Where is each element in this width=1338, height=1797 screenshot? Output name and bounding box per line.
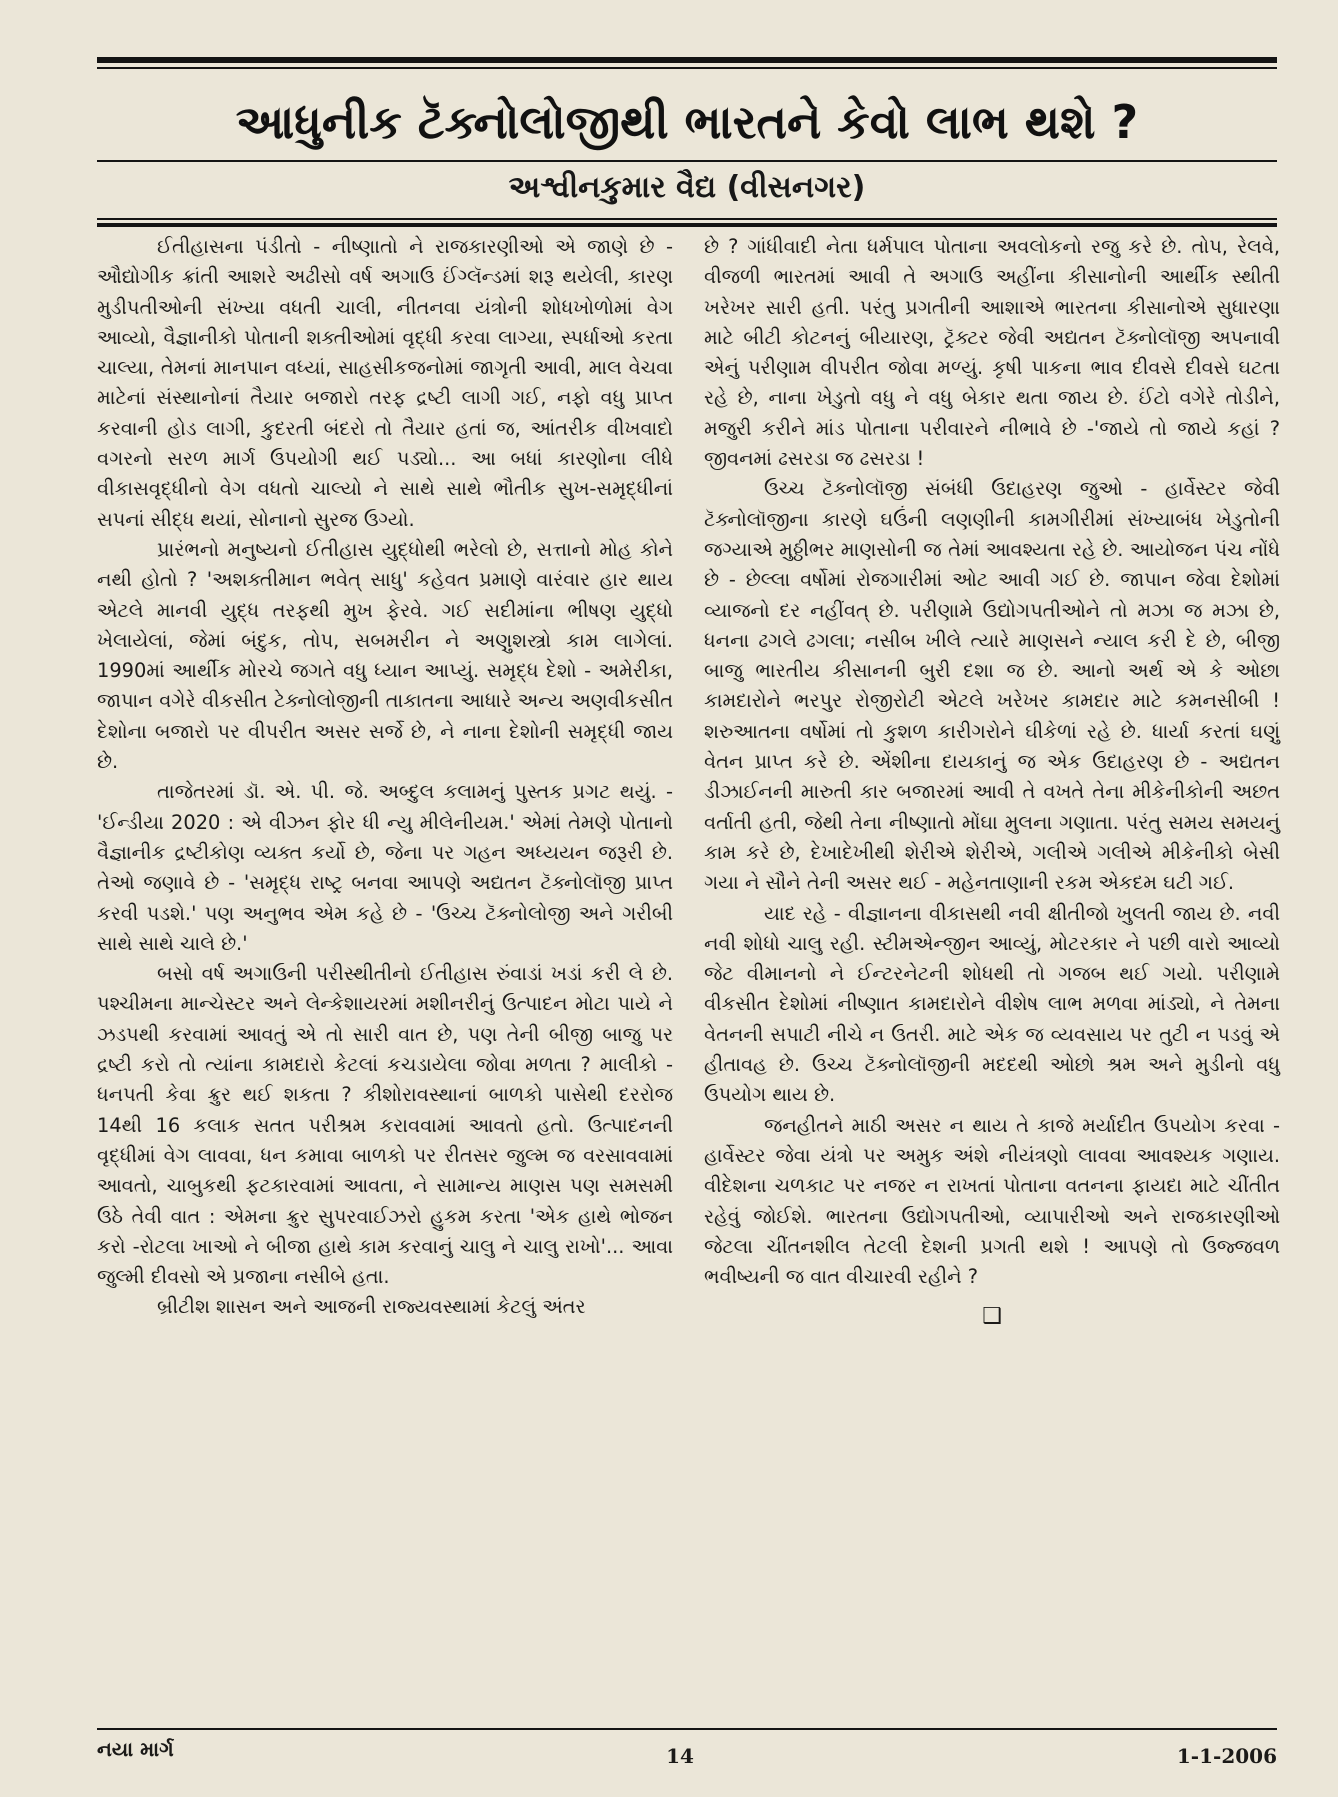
- paragraph-8: જનહીતને માઠી અસર ન થાય તે કાજે મર્યાદીત ઉપયોગ કરવા - હાર્વેસ્ટર જેવા યંત્રો પર અમુક અંશે નીયંત્રણો લાવવા આવશ્યક ગણાય. વીદેશના ચળકાટ પર નજર ન રાખતાં પોતાના વતનના ફાયદા માટે ચીંતીત રહેવું જોઈશે. ભારતના ઉદ્યોગપતીઓ, વ્યાપારીઓ અને રાજકારણીઓ જેટલા ચીંતનશીલ તેટલી દેશની પ્રગતી થશે ! આપણે તો ઉજ્જવળ ભવીષ્યની જ વાત વીચારવી રહીને ?: [704, 1113, 1280, 1289]
- paragraph-3: તાજેતરમાં ડૉ. એ. પી. જે. અબ્દુલ કલામનું પુસ્તક પ્રગટ થયું. - 'ઈન્ડીયા 2020 : એ વીઝન ફોર ધી ન્યુ મીલેનીયમ.' એમાં તેમણે પોતાનો વૈજ્ઞાનીક દ્રષ્ટીકોણ વ્યક્ત કર્યો છે, જેના પર ગહન અધ્યયન જરૂરી છે. તેઓ જણાવે છે - 'સમૃદ્ધ રાષ્ટ્ર બનવા આપણે અદ્યતન ટૅક્નોલૉજી પ્રાપ્ત કરવી પડશે.' પણ અનુભવ એમ કહે છે - 'ઉચ્ચ ટૅક્નોલોજી અને ગરીબી સાથે સાથે ચાલે છે.': [97, 780, 673, 955]
- article-byline: અશ્વીનકુમાર વૈદ્ય (વીસનગર): [508, 170, 866, 205]
- paragraph-1: ઈતીહાસના પંડીતો - નીષ્ણાતો ને રાજકારણીઓ એ જાણે છે - ઔદ્યોગીક ક્રાંતી આશરે અઢીસો વર્ષ અગાઉ ઈંગ્લૅન્ડમાં શરૂ થયેલી, કારણ મુડીપતીઓની સંખ્યા વધતી ચાલી, નીતનવા યંત્રોની શોધખોળોમાં વેગ આવ્યો, વૈજ્ઞાનીકો પોતાની શક્તીઓમાં વૃદ્ધી કરવા લાગ્યા, સ્પર્ધાઓ કરતા ચાલ્યા, તેમનાં માનપાન વધ્યાં, સાહસીકજનોમાં જાગૃતી આવી, માલ વેચવા માટેનાં સંસ્થાનોનાં તૈયાર બજારો તરફ દ્રષ્ટી લાગી ગઈ, નફો વધુ પ્રાપ્ત કરવાની હોડ લાગી, કુદરતી બંદરો તો તૈયાર હતાં જ, આંતરીક વીખવાદો વગરનો સરળ માર્ગ ઉપયોગી થઈ પડ્યો... આ બધાં કારણોના લીધે વીકાસવૃદ્ધીનો વેગ વધતો ચાલ્યો ને સાથે સાથે ભૌતીક સુખ-સમૃદ્ધીનાં સપનાં સીદ્ધ થયાં, સોનાનો સુરજ ઉગ્યો.: [97, 235, 673, 531]
- top-rule-thin: [97, 67, 1277, 69]
- paragraph-5-continuation: છે ? ગાંધીવાદી નેતા ધર્મપાલ પોતાના અવલોકનો રજુ કરે છે. તોપ, રેલવે, વીજળી ભારતમાં આવી તે અગાઉ અહીંના કીસાનોની આર્થીક સ્થીતી ખરેખર સારી હતી. પરંતુ પ્રગતીની આશાએ ભારતના કીસાનોએ સુધારણા માટે બીટી કોટનનું બીયારણ, ટ્રૅક્ટર જેવી અદ્યતન ટૅક્નોલૉજી અપનાવી એનું પરીણામ વીપરીત જોવા મળ્યું. કૃષી પાકના ભાવ દીવસે દીવસે ઘટતા રહે છે, નાના ખેડુતો વધુ ને વધુ બેકાર થતા જાય છે. ઈંટો વગેરે તોડીને, મજુરી કરીને માંડ પોતાના પરીવારને નીભાવે છે -'જાયે તો જાયે કહાં ? જીવનમાં ઢસરડા જ ઢસરડા !: [704, 235, 1280, 471]
- footer-rule: [97, 1728, 1277, 1730]
- magazine-name: નયા માર્ગ: [97, 1737, 174, 1761]
- paragraph-5-start: બ્રીટીશ શાસન અને આજની રાજ્યવસ્થામાં કેટલું અંતર: [157, 1295, 586, 1319]
- article-title: આધુનીક ટૅક્નોલોજીથી ભારતને કેવો લાભ થશે ?: [235, 95, 1139, 149]
- paragraph-7: યાદ રહે - વીજ્ઞાનના વીકાસથી નવી ક્ષીતીજો ખુલતી જાય છે. નવી નવી શોધો ચાલુ રહી. સ્ટીમએન્જીન આવ્યું, મોટરકાર ને પછી વારો આવ્યો જેટ વીમાનનો ને ઈન્ટરનેટની શોધથી તો ગજબ થઈ ગયો. પરીણામે વીકસીત દેશોમાં નીષ્ણાત કામદારોને વીશેષ લાભ મળવા માંડ્યો, ને તેમના વેતનની સપાટી નીચે ન ઉતરી. માટે એક જ વ્યવસાય પર તુટી ન પડવું એ હીતાવહ છે. ઉચ્ચ ટૅક્નોલૉજીની મદદથી ઓછો શ્રમ અને મુડીનો વધુ ઉપયોગ થાય છે.: [704, 901, 1280, 1107]
- right-column: [704, 232, 1280, 1332]
- byline-rule-thick: [97, 223, 1277, 227]
- left-column: [97, 232, 673, 1323]
- byline-rule-thin: [97, 218, 1277, 220]
- paragraph-2: પ્રારંભનો મનુષ્યનો ઈતીહાસ યુદ્ધોથી ભરેલો છે, સત્તાનો મોહ કોને નથી હોતો ? 'અશક્તીમાન ભવેત્ સાધુ' કહેવત પ્રમાણે વારંવાર હાર થાય એટલે માનવી યુદ્ધ તરફથી મુખ ફેરવે. ગઈ સદીમાંના ભીષણ યુદ્ધો ખેલાયેલાં, જેમાં બંદુક, તોપ, સબમરીન ને અણુશસ્ત્રો કામ લાગેલાં. 1990માં આર્થીક મોરચે જગતે વધુ ધ્યાન આપ્યું. સમૃદ્ધ દેશો - અમેરીકા, જાપાન વગેરે વીકસીત ટેક્નોલોજીની તાકાતના આધારે અન્ય અણવીકસીત દેશોના બજારો પર વીપરીત અસર સર્જે છે, ને નાના દેશોની સમૃદ્ધી જાય છે.: [97, 537, 673, 774]
- top-rule-thick: [97, 57, 1277, 63]
- issue-date: 1-1-2006: [1176, 1744, 1277, 1768]
- page-number: 14: [666, 1744, 694, 1768]
- paragraph-4: બસો વર્ષ અગાઉની પરીસ્થીતીનો ઈતીહાસ રુંવાડાં ખડાં કરી લે છે. પશ્ચીમના માન્ચેસ્ટર અને લેન્કેશાયરમાં મશીનરીનું ઉત્પાદન મોટા પાયે ને ઝડપથી કરવામાં આવતું એ તો સારી વાત છે, પણ તેની બીજી બાજુ પર દ્રષ્ટી કરો તો ત્યાંના કામદારો કેટલાં કચડાયેલા જોવા મળતા ? માલીકો - ધનપતી કેવા ક્રુર થઈ શકતા ? કીશોરાવસ્થાનાં બાળકો પાસેથી દરરોજ 14થી 16 કલાક સતત પરીશ્રમ કરાવવામાં આવતો હતો. ઉત્પાદનની વૃદ્ધીમાં વેગ લાવવા, ધન કમાવા બાળકો પર રીતસર જુલ્મ જ વરસાવવામાં આવતો, ચાબુકથી ફટકારવામાં આવતા, ને સામાન્ય માણસ પણ સમસમી ઉઠે તેવી વાત : એમના ક્રુર સુપરવાઈઝરો હુકમ કરતા 'એક હાથે ભોજન કરો -રોટલા ખાઓ ને બીજા હાથે કામ કરવાનું ચાલુ ને ચાલુ રાખો'... આવા જુલ્મી દીવસો એ પ્રજાના નસીબે હતા.: [97, 962, 673, 1289]
- title-rule: [97, 160, 1277, 162]
- end-of-article-mark: ❑: [982, 1304, 1002, 1330]
- paragraph-6: ઉચ્ચ ટૅક્નોલૉજી સંબંધી ઉદાહરણ જુઓ - હાર્વેસ્ટર જેવી ટૅક્નોલૉજીના કારણે ઘઉંની લણણીની કામગીરીમાં સંખ્યાબંધ ખેડુતોની જગ્યાએ મુઠ્ઠીભર માણસોની જ તેમાં આવશ્યતા રહે છે. આયોજન પંચ નોંધે છે - છેલ્લા વર્ષોમાં રોજગારીમાં ઓટ આવી ગઈ છે. જાપાન જેવા દેશોમાં વ્યાજનો દર નહીંવત્ છે. પરીણામે ઉદ્યોગપતીઓને તો મઝા જ મઝા છે, ધનના ઢગલે ઢગલા; નસીબ ખીલે ત્યારે માણસને ન્યાલ કરી દે છે, બીજી બાજુ ભારતીય કીસાનની બુરી દશા જ છે. આનો અર્થ એ કે ઓછા કામદારોને ભરપુર રોજીરોટી એટલે ખરેખર કામદાર માટે કમનસીબી ! શરુઆતના વર્ષોમાં તો કુશળ કારીગરોને ઘીકેળાં રહે છે. ધાર્યા કરતાં ઘણું વેતન પ્રાપ્ત કરે છે. એંશીના દાયકાનું જ એક ઉદાહરણ છે - અદ્યતન ડીઝાઈનની મારુતી કાર બજારમાં આવી તે વખતે તેના મીકેનીકોની અછત વર્તાતી હતી, જેથી તેના નીષ્ણાતો મોંઘા મુલના ગણાતા. પરંતુ સમય સમયનું કામ કરે છે, દેખાદેખીથી શેરીએ શેરીએ, ગલીએ ગલીએ મીકેનીકો બેસી ગયા ને સૌને તેની અસર થઈ - મહેનતાણાની રકમ એકદમ ઘટી ગઈ.: [704, 477, 1280, 895]
